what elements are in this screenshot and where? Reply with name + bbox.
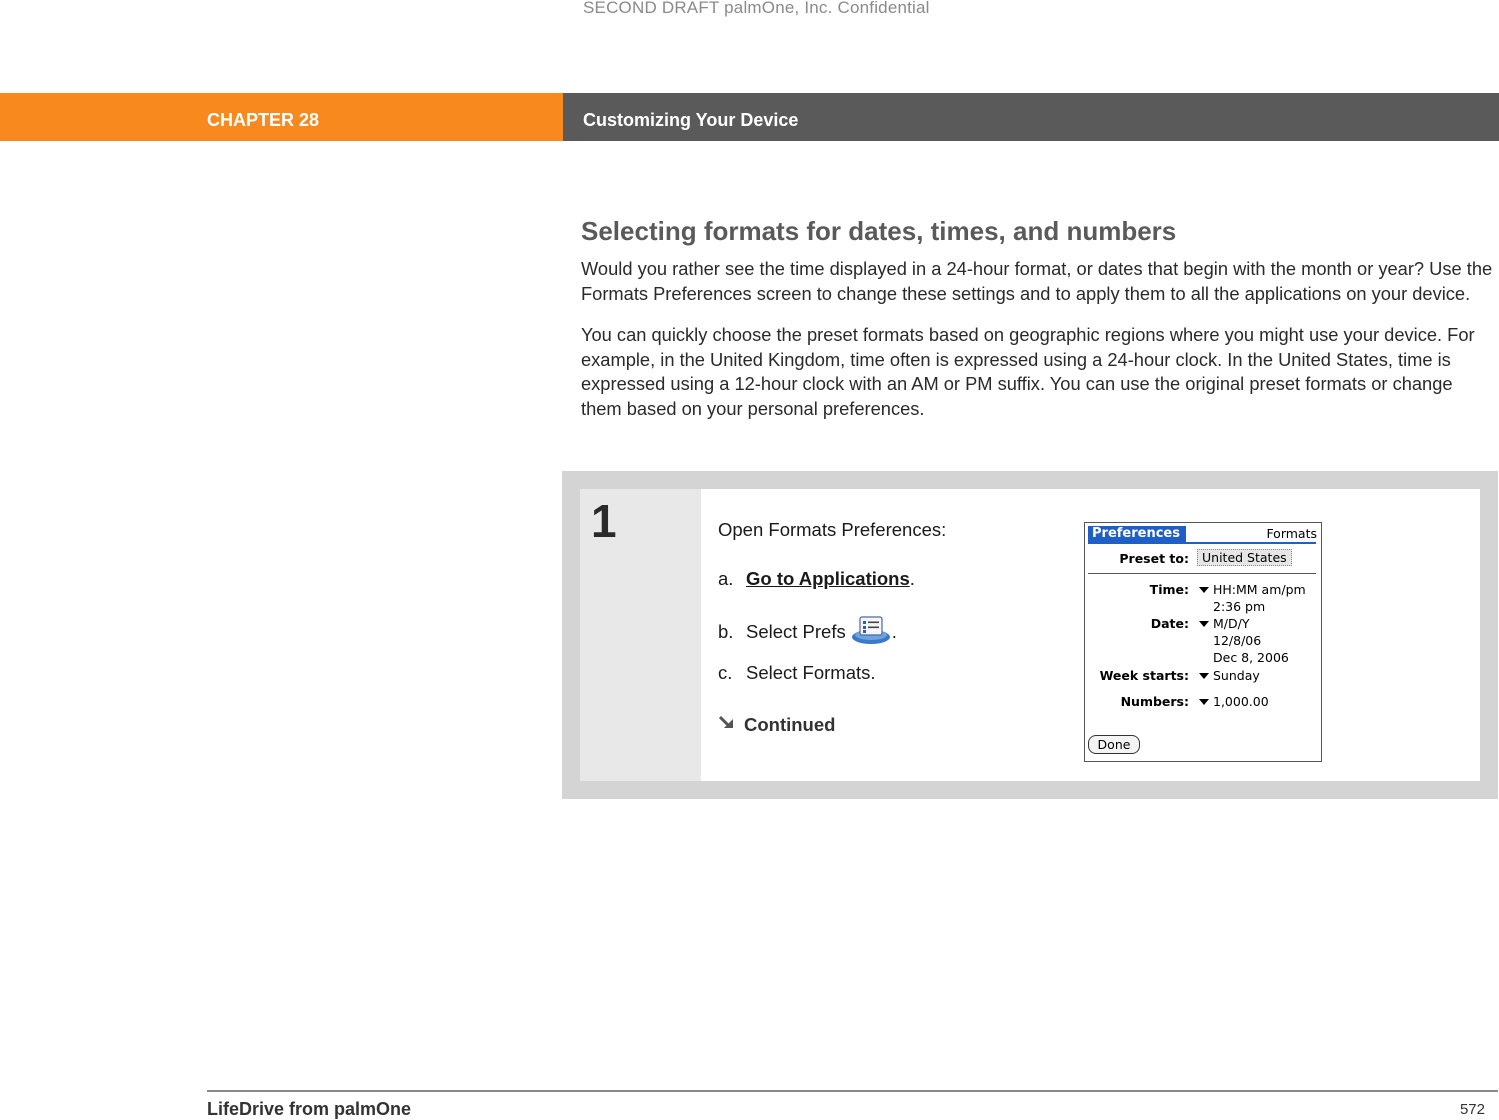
palm-numbers-value[interactable]: 1,000.00 <box>1213 694 1269 709</box>
palm-date-label: Date: <box>1150 616 1189 631</box>
go-to-applications-link[interactable]: Go to Applications <box>746 568 910 589</box>
palm-preset-label: Preset to: <box>1119 551 1189 566</box>
step-item-c <box>718 662 876 684</box>
palm-date-value[interactable]: M/D/Y <box>1213 616 1250 631</box>
palm-date-example-short: 12/8/06 <box>1213 633 1262 648</box>
chapter-header <box>0 93 1499 141</box>
palm-numbers-label: Numbers: <box>1120 694 1189 709</box>
step-item-marker: b. <box>718 621 734 642</box>
step-item-a <box>718 568 915 590</box>
footer-book-title: LifeDrive from palmOne <box>207 1099 412 1119</box>
prefs-icon <box>850 614 892 646</box>
continued-label: Continued <box>744 714 836 735</box>
palm-time-value[interactable]: HH:MM am/pm <box>1213 582 1306 597</box>
palm-week-label: Week starts: <box>1099 668 1189 683</box>
footer-rule <box>207 1090 1498 1092</box>
page-number: 572 <box>1459 1101 1485 1118</box>
section-body <box>581 214 1493 438</box>
palm-week-value[interactable]: Sunday <box>1213 668 1260 683</box>
palm-date-example-long: Dec 8, 2006 <box>1213 650 1289 665</box>
step-number: 1 <box>591 495 617 547</box>
palm-time-dropdown-icon[interactable] <box>1199 587 1209 593</box>
step-item-text: Select Formats. <box>746 662 876 683</box>
continued-arrow-icon <box>718 714 744 736</box>
step-item-suffix: . <box>891 621 897 642</box>
step-intro: Open Formats Preferences: <box>718 519 947 540</box>
step-item-marker: c. <box>718 662 733 683</box>
palm-done-button[interactable]: Done <box>1088 735 1140 754</box>
draft-watermark: SECOND DRAFT palmOne, Inc. Confidential <box>583 0 930 17</box>
palm-time-example: 2:36 pm <box>1213 599 1266 614</box>
step-item-text: Select Prefs <box>746 621 846 642</box>
palm-form-name: Formats <box>1266 526 1317 541</box>
chapter-title-band <box>563 93 1499 141</box>
step-item-suffix: . <box>909 568 915 589</box>
palm-time-label: Time: <box>1149 582 1189 597</box>
palm-separator <box>1088 573 1316 574</box>
palm-title-tab: Preferences <box>1088 526 1186 542</box>
step-item-b <box>718 614 897 646</box>
palm-date-dropdown-icon[interactable] <box>1199 621 1209 627</box>
chapter-label-band <box>0 93 563 141</box>
formats-preferences-screenshot <box>1084 522 1322 762</box>
palm-week-dropdown-icon[interactable] <box>1199 673 1209 679</box>
continued-indicator <box>718 714 835 736</box>
palm-numbers-dropdown-icon[interactable] <box>1199 699 1209 705</box>
step-item-marker: a. <box>718 568 734 589</box>
palm-title-underline <box>1088 542 1316 544</box>
regions-paragraph: You can quickly choose the preset formats based on geographic regions where you might use your device. For example, in the United Kingdom, time often is expressed using a 24-hour clock. In the United States, time is expressed using a 12-hour clock with an AM or PM suffix. You can use the original preset formats or change them based on your personal preferences. <box>581 324 1475 419</box>
step-number-column <box>580 489 701 781</box>
step-content <box>701 489 1480 781</box>
step-box <box>562 471 1498 799</box>
palm-preset-selector[interactable]: United States <box>1197 549 1292 566</box>
chapter-label: CHAPTER 28 <box>207 110 320 130</box>
chapter-title: Customizing Your Device <box>583 110 799 130</box>
intro-paragraph: Would you rather see the time displayed in a 24-hour format, or dates that begin with the month or year? Use the Formats Preferences screen to change these settings and to apply them to all the applications on your device. <box>581 258 1493 304</box>
section-heading: Selecting formats for dates, times, and numbers <box>581 216 1177 246</box>
